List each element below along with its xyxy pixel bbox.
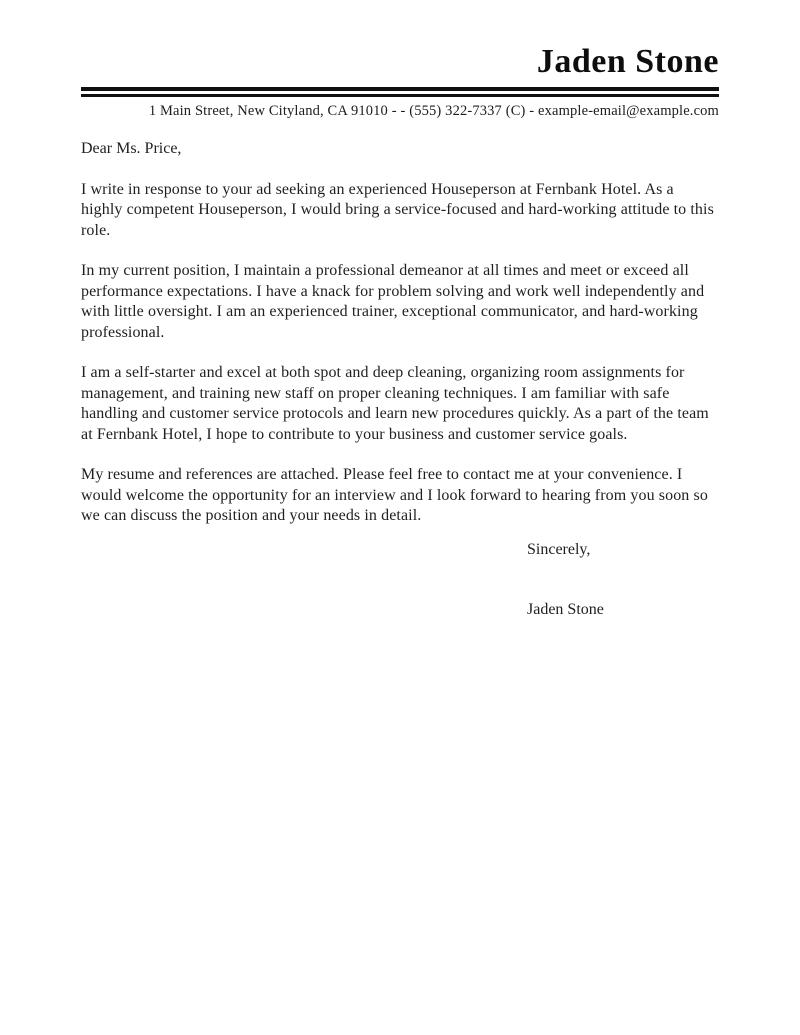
closing-salutation: Sincerely, [527, 540, 591, 558]
letter-header [81, 42, 719, 121]
paragraph-current-position: In my current position, I maintain a professional demeanor at all times and meet or exceed all performance expectations. I have a knack for problem solving and work well independently and with little oversight. I am an experienced trainer, exceptional communicator, and hard-working professional. [81, 262, 705, 341]
contact-info-line: 1 Main Street, New Cityland, CA 91010 - - (555) 322-7337 (C) - example-email@example.com [148, 103, 719, 120]
header-double-rule [81, 87, 719, 97]
paragraph-skills: I am a self-starter and excel at both spot and deep cleaning, organizing room assignments for management, and training new staff on proper cleaning techniques. I am familiar with safe handling and customer service protocols and learn new procedures quickly. As a part of the team at Fernbank Hotel, I hope to contribute to your business and customer service goals. [81, 364, 709, 443]
paragraph-call-to-action: My resume and references are attached. Please feel free to contact me at your convenience. I would welcome the opportunity for an interview and I look forward to hearing from you soon so we can discuss the position and your needs in detail. [81, 466, 708, 525]
signature-name: Jaden Stone [527, 601, 604, 619]
letter-body [81, 139, 719, 621]
salutation: Dear Ms. Price, [81, 140, 182, 158]
paragraph-introduction: I write in response to your ad seeking an experienced Houseperson at Fernbank Hotel. As a highly competent Houseperson, I would bring a service-focused and hard-working attitude to this role. [81, 180, 714, 239]
applicant-name-heading: Jaden Stone [536, 43, 719, 80]
